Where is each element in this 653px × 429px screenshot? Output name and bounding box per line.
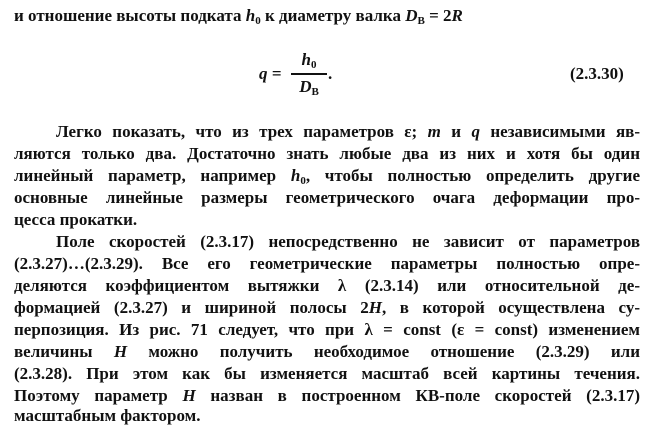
formula-denominator: [292, 77, 326, 98]
p2-l6-h-var: H: [113, 342, 128, 361]
paragraph2-line1: Поле скоростей (2.3.17) непосредственно не зависит от параметров: [56, 232, 640, 251]
formula-fraction-bar: [291, 73, 327, 75]
p1-h-sub: 0: [300, 175, 306, 187]
p1-l1-b: и: [440, 122, 472, 141]
formula-numerator: [292, 50, 326, 71]
paragraph1-line4: основные линейные размеры геометрического очага деформации про-: [14, 188, 640, 207]
p1-q-var: q: [471, 122, 480, 141]
header-d-var: D: [405, 6, 418, 25]
paragraph2-line8: [14, 386, 640, 406]
paragraph1-line1: [56, 122, 640, 142]
paragraph2-line5: перпозиция. Из рис. 71 следует, что при λ = const (ε = const) изменением: [14, 320, 640, 339]
paragraph1-line2: ляются только два. Достаточно знать любые два из них и хотя бы один: [14, 144, 640, 163]
formula-lhs: q =: [259, 64, 282, 83]
p1-l1-c: независимыми яв-: [479, 122, 641, 141]
p1-l1-a: Легко показать, что из трех параметров ε;: [56, 122, 428, 141]
p2-l4-a: формацией (2.3.27) и шириной полосы 2: [14, 298, 369, 317]
formula-den-var: D: [299, 77, 312, 96]
formula-den-sub: B: [311, 86, 319, 98]
header-d-sub: В: [417, 15, 425, 27]
formula-num-var: h: [301, 50, 311, 69]
header-text-pre: и отношение высоты подката: [14, 6, 246, 25]
paragraph2-line4: [14, 298, 640, 318]
paragraph2-line3: деляются коэффициентом вытяжки λ (2.3.14) или относительной де-: [14, 276, 640, 295]
p2-l6-a: величины: [14, 342, 114, 361]
formula-num-sub: 0: [310, 59, 317, 71]
p1-h-var: h: [290, 166, 301, 185]
p2-l8-h-var: H: [182, 386, 196, 405]
p1-l3-b: , чтобы полностью определить другие: [305, 166, 641, 185]
p2-l8-a: Поэтому параметр: [14, 386, 183, 405]
p2-l4-h-var: H: [368, 298, 382, 317]
paragraph2-line2: (2.3.27)…(2.3.29). Все его геометрические параметры полностью опре-: [14, 254, 640, 273]
paragraph2-line7: (2.3.28). При этом как бы изменяется масштаб всей картины течения.: [14, 364, 640, 383]
header-h-var: h: [245, 6, 256, 25]
header-text-post: = 2: [424, 6, 452, 25]
paragraph1-line5: цесса прокатки.: [14, 210, 138, 229]
p2-l6-b: можно получить необходимое отношение (2.3.29) или: [127, 342, 640, 361]
paragraph2-line6: [14, 342, 640, 362]
header-text-mid: к диаметру валка: [260, 6, 406, 25]
header-h-sub: 0: [255, 15, 261, 27]
p2-l8-b: назван в построенном КВ-поле скоростей (2.3.17): [195, 386, 641, 405]
header-line: [14, 6, 640, 31]
p2-l4-b: , в которой осуществлена су-: [381, 298, 641, 317]
formula-end-dot: .: [328, 64, 333, 83]
equation-number: (2.3.30): [570, 64, 624, 83]
p1-l3-a: линейный параметр, например: [14, 166, 291, 185]
header-r-var: R: [451, 6, 463, 25]
p1-m-var: m: [427, 122, 441, 141]
formula-block: [0, 46, 653, 102]
paragraph2-line9: масштабным фактором.: [14, 406, 201, 425]
